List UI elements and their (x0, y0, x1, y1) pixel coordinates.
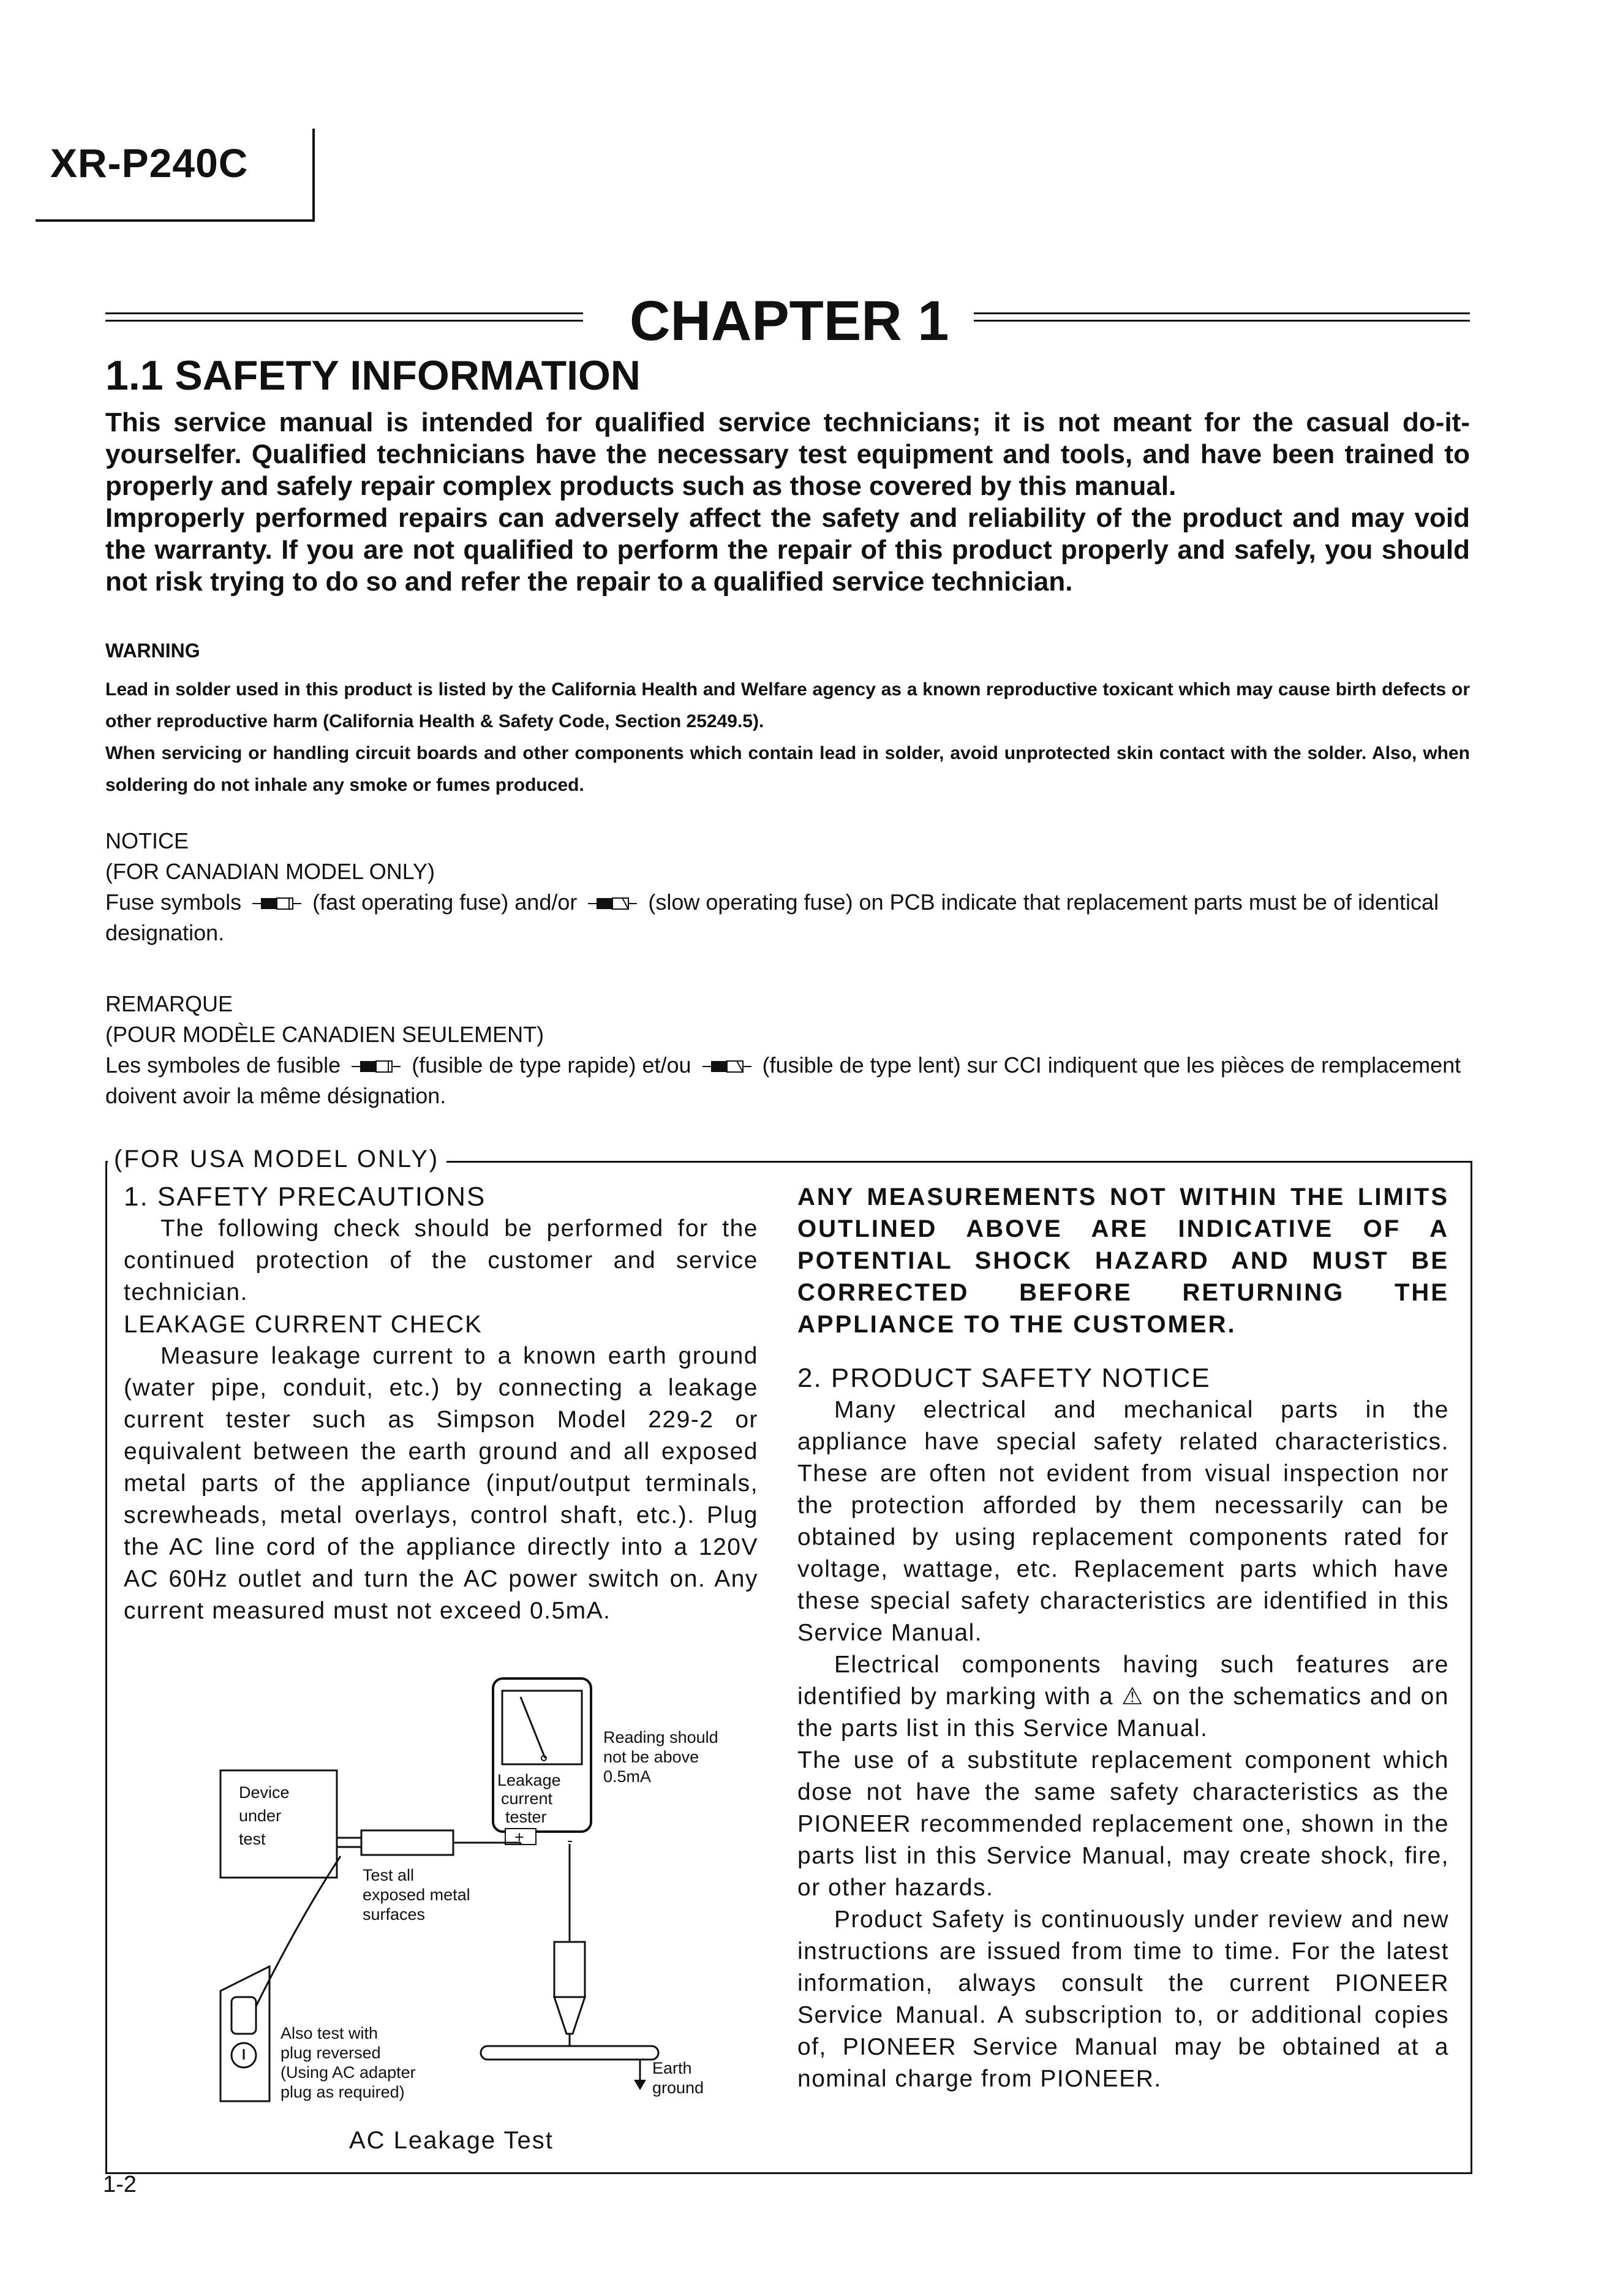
notice-block (105, 826, 1470, 948)
usa-box-label: (FOR USA MODEL ONLY) (108, 1146, 446, 1173)
svg-text:exposed metal: exposed metal (363, 1886, 470, 1904)
svg-text:0.5mA: 0.5mA (603, 1767, 652, 1786)
remarque-heading: REMARQUE (105, 991, 233, 1016)
notice-subheading: (FOR CANADIAN MODEL ONLY) (105, 859, 435, 884)
svg-text:(Using AC adapter: (Using AC adapter (281, 2063, 416, 2082)
chapter-title: CHAPTER 1 (630, 290, 949, 352)
right-column (797, 1181, 1449, 2095)
svg-text:surfaces: surfaces (363, 1905, 426, 1924)
svg-text:Device: Device (239, 1783, 290, 1802)
svg-text:Test all: Test all (363, 1866, 415, 1884)
diagram-caption: AC Leakage Test (349, 2127, 554, 2154)
warning-body (105, 674, 1470, 801)
notice-text: Fuse symbols (fast operating fuse) and/or (slow operating fuse) on PCB indicate that replacement parts must be of identical designation. (105, 889, 1439, 945)
svg-text:Also test with: Also test with (281, 2024, 378, 2042)
remarque-text: Les symboles de fusible (fusible de type rapide) et/ou (fusible de type lent) sur CCI indiquent que les pièces de remplacement doivent avoir la même désignation. (105, 1052, 1461, 1108)
warning-paragraph: Lead in solder used in this product is listed by the California Health and Welfare agency as a known reproductive toxicant which may cause birth defects or other reproductive harm (California Health & Safety Code, Section 25249.5). (105, 679, 1470, 731)
slow-fuse-icon (702, 1059, 751, 1074)
chapter-rule-right (974, 312, 1470, 322)
warning-heading: WARNING (105, 640, 200, 662)
svg-text:plug reversed: plug reversed (281, 2044, 381, 2062)
intro-paragraph: Improperly performed repairs can adversely affect the safety and reliability of the product and may void the warranty. If you are not qualified to perform the repair of this product properly and safely, you should not risk trying to do so and refer the repair to a qualified service technician. (105, 503, 1470, 597)
svg-text:plug as required): plug as required) (281, 2083, 405, 2101)
safety-precautions-title: 1. SAFETY PRECAUTIONS (124, 1182, 486, 1212)
notice-heading: NOTICE (105, 828, 189, 853)
svg-text:+: + (514, 1828, 524, 1846)
svg-text:ground: ground (652, 2079, 704, 2097)
intro-paragraph: This service manual is intended for qualified service technicians; it is not meant for the casual do-it-yourselfer. Qualified technicians have the necessary test equipment and tools, and have been trained to properly and safely repair complex products such as those covered by this manual. (105, 407, 1470, 501)
remarque-block (105, 989, 1470, 1111)
ac-outlet-icon (220, 1966, 269, 2101)
test-probe (554, 1942, 585, 2046)
svg-text:Leakage: Leakage (497, 1771, 561, 1789)
section-title: 1.1 SAFETY INFORMATION (105, 352, 641, 399)
device-under-test (220, 1770, 337, 1878)
intro-text (105, 407, 1470, 598)
ac-leakage-test-diagram (202, 1672, 784, 2126)
left-column (124, 1181, 758, 1627)
fast-fuse-icon (252, 896, 301, 911)
remarque-subheading: (POUR MODÈLE CANADIEN SEULEMENT) (105, 1022, 544, 1047)
fast-fuse-icon (352, 1059, 401, 1074)
product-safety-text: Many electrical and mechanical parts in the appliance have special safety related characteristics. These are often not evident from visual inspection nor the protection afforded by them necessarily can be obtained by using replacement components rated for voltage, wattage, etc. Replacement parts which have these special safety characteristics are identified in this Service Manual. (797, 1397, 1449, 1646)
measurement-warning: ANY MEASUREMENTS NOT WITHIN THE LIMITS OUTLINED ABOVE ARE INDICATIVE OF A POTENTIAL SHOCK HAZARD AND MUST BE CORRECTED BEFORE RETURNING THE APPLIANCE TO THE CUSTOMER. (797, 1184, 1449, 1338)
warning-paragraph: When servicing or handling circuit boards and other components which contain lead in solder, avoid unprotected skin contact with the solder. Also, when soldering do not inhale any smoke or fumes produced. (105, 743, 1470, 795)
svg-text:not be above: not be above (603, 1748, 699, 1766)
slow-fuse-icon (588, 896, 637, 911)
svg-text:Earth: Earth (652, 2059, 692, 2077)
svg-text:-: - (567, 1831, 573, 1849)
safety-precautions-text: The following check should be performed for the continued protection of the customer and service technician. (124, 1215, 758, 1305)
svg-text:under: under (239, 1807, 282, 1825)
leakage-check-text: Measure leakage current to a known earth ground (water pipe, conduit, etc.) by connecting a leakage current tester such as Simpson Model 229-2 or equivalent between the earth ground and all exposed metal parts of the appliance (input/output terminals, screwheads, metal overlays, control shaft, etc.). Plug the AC line cord of the appliance directly into a 120V AC 60Hz outlet and turn the AC power switch on. Any current measured must not exceed 0.5mA. (124, 1343, 758, 1624)
page-number: 1-2 (103, 2172, 137, 2197)
product-safety-title: 2. PRODUCT SAFETY NOTICE (797, 1363, 1211, 1393)
svg-text:test: test (239, 1830, 266, 1848)
model-number: XR-P240C (50, 140, 249, 186)
svg-text:current: current (501, 1789, 553, 1808)
product-safety-text: The use of a substitute replacement component which dose not have the same safety characteristics as the PIONEER recommended replacement one, shown in the parts list in this Service Manual, may create shock, fire, or other hazards. (797, 1747, 1449, 1901)
svg-text:tester: tester (505, 1808, 547, 1826)
product-safety-text: Product Safety is continuously under review and new instructions are issued from time to time. For the latest information, always consult the current PIONEER Service Manual. A subscription to, or additional copies of, PIONEER Service Manual may be obtained at a nominal charge from PIONEER. (797, 1906, 1449, 2092)
chapter-rule-left (105, 312, 583, 322)
product-safety-text: Electrical components having such features are identified by marking with a ⚠ on the schematics and on the parts list in this Service Manual. (797, 1652, 1449, 1742)
leakage-check-title: LEAKAGE CURRENT CHECK (124, 1311, 483, 1338)
leakage-current-meter (493, 1679, 591, 1849)
svg-text:Reading should: Reading should (603, 1728, 718, 1747)
